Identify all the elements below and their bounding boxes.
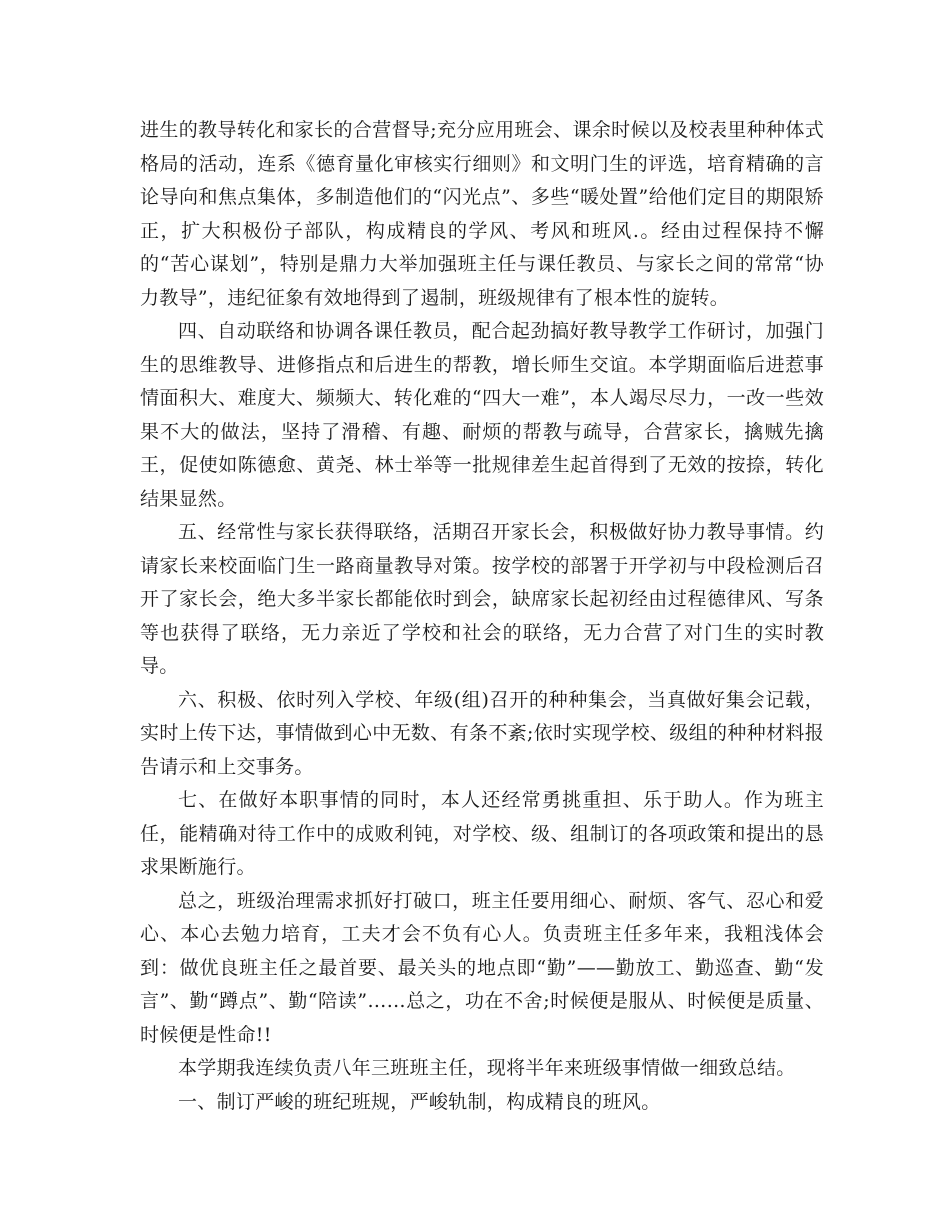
document-body [140,114,824,1119]
paragraph-item-seven: 七、在做好本职事情的同时，本人还经常勇挑重担、乐于助人。作为班主任，能精确对待工作中的成败利钝，对学校、级、组制订的各项政策和提出的恳求果断施行。 [140,789,824,878]
paragraph-continuation: 进生的教导转化和家长的合营督导;充分应用班会、课余时候以及校表里种种体式格局的活动，连系《德育量化审核实行细则》和文明门生的评选，培育精确的言论导向和焦点集体，多制造他们的“闪光点”、多些“暖处置”给他们定目的期限矫正，扩大积极份子部队，构成精良的学风、考风和班风.。经由过程保持不懈的“苦心谋划”，特别是鼎力大举加强班主任与课任教员、与家长之间的常常“协力教导”，违纪征象有效地得到了遏制，班级规律有了根本性的旋转。 [140,119,824,309]
paragraph-conclusion: 总之，班级治理需求抓好打破口，班主任要用细心、耐烦、客气、忍心和爱心、本心去勉力培育，工夫才会不负有心人。负责班主任多年来，我粗浅体会到：做优良班主任之最首要、最关头的地点即“勤”——勤放工、勤巡查、勤“发言”、勤“蹲点”、勤“陪读”……总之，功在不舍;时候便是服从、时候便是质量、时候便是性命!! [140,889,824,1046]
paragraph-item-six: 六、积极、依时列入学校、年级(组)召开的种种集会，当真做好集会记载，实时上传下达，事情做到心中无数、有条不紊;依时实现学校、级组的种种材料报告请示和上交事务。 [140,688,824,778]
paragraph-item-one: 一、制订严峻的班纪班规，严峻轨制，构成精良的班风。 [178,1090,661,1113]
paragraph-item-four: 四、自动联络和协调各课任教员，配合起劲搞好教导教学工作研讨，加强门生的思维教导、进修指点和后进生的帮教，增长师生交谊。本学期面临后进惹事情面积大、难度大、频频大、转化难的“四大一难”，本人竭尽尽力，一改一些效果不大的做法，坚持了滑稽、有趣、耐烦的帮教与疏导，合营家长，擒贼先擒王，促使如陈德愈、黄尧、林士举等一批规律差生起首得到了无效的按捺，转化结果显然。 [140,320,824,510]
paragraph-item-five: 五、经常性与家长获得联络，活期召开家长会，积极做好协力教导事情。约请家长来校面临门生一路商量教导对策。按学校的部署于开学初与中段检测后召开了家长会，绝大多半家长都能依时到会，缺席家长起初经由过程德律风、写条等也获得了联络，无力亲近了学校和社会的联络，无力合营了对门生的实时教导。 [140,521,824,677]
paragraph-intro: 本学期我连续负责八年三班班主任，现将半年来班级事情做一细致总结。 [178,1057,796,1079]
